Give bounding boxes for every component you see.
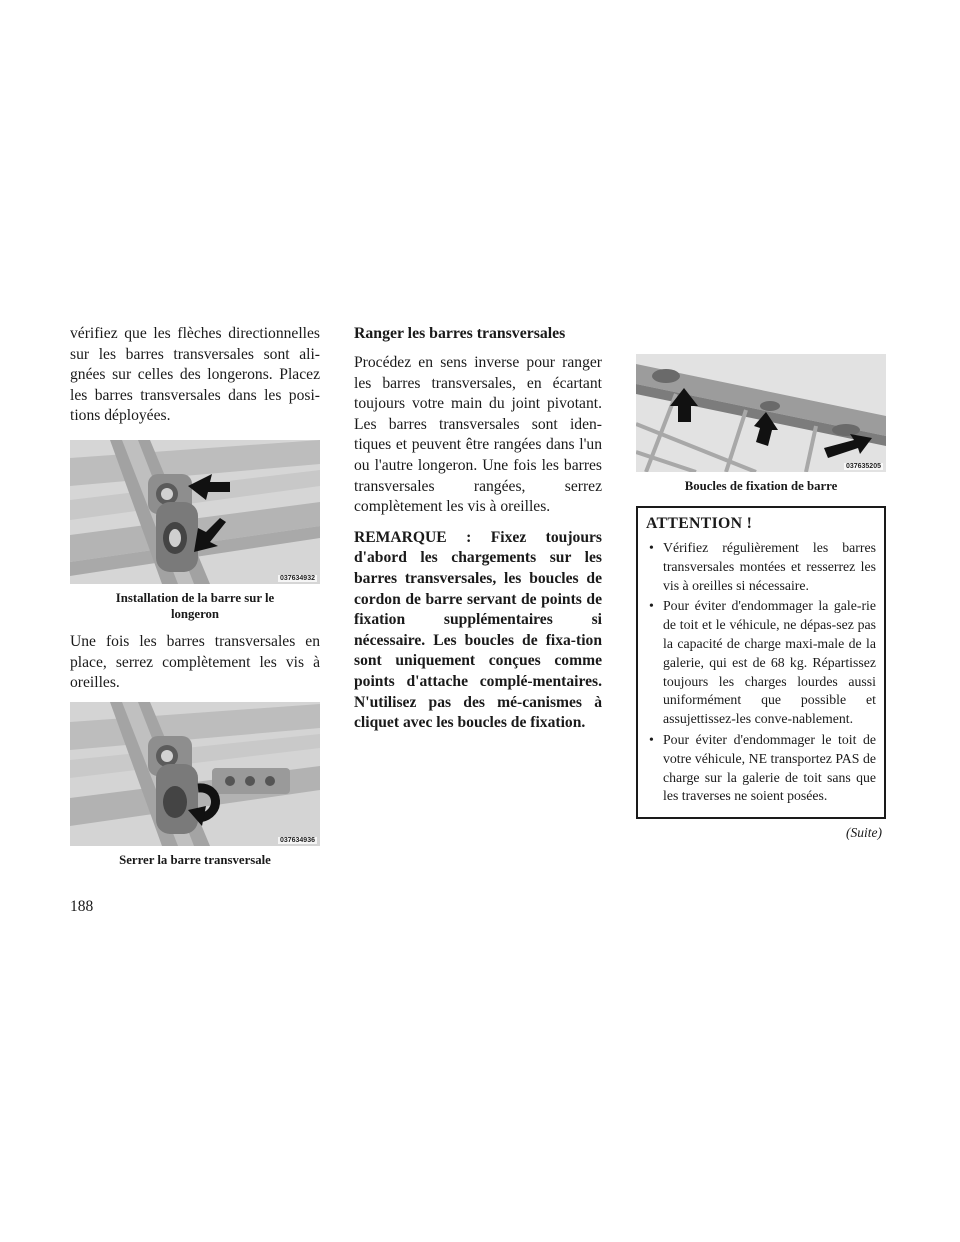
- paragraph-tighten-screws: Une fois les barres transversales en place, serrez complètement les vis à oreilles.: [70, 632, 320, 692]
- tighten-bar-illustration: [70, 702, 320, 846]
- figure-code: 037634932: [279, 574, 315, 582]
- figure-caption-installation: [70, 590, 320, 622]
- warning-item-text: Pour éviter d'endommager le toit de votre véhicule, NE transportez PAS de charge sur la galerie de toit sans que les traverses ne soient posées.: [663, 731, 876, 804]
- bullet-icon: •: [649, 598, 654, 614]
- warning-list: [646, 539, 876, 806]
- figure-bar-installation: [70, 440, 320, 584]
- warning-box: [636, 506, 886, 819]
- tie-down-loops-illustration: [636, 354, 886, 472]
- bullet-icon: •: [649, 540, 654, 555]
- caption-line: longeron: [170, 606, 220, 621]
- warning-item: [646, 597, 876, 729]
- warning-item-text: Vérifiez régulièrement les barres transversales montées et resserrez les vis à oreilles si nécessaire.: [663, 540, 876, 593]
- warning-item: [646, 539, 876, 595]
- bar-installation-illustration: [70, 440, 320, 584]
- figure-caption-tighten: Serrer la barre transversale: [119, 852, 271, 867]
- middle-column: [354, 324, 602, 734]
- bullet-icon: •: [649, 731, 654, 747]
- note-remarque: REMARQUE : Fixez toujours d'abord les chargements sur les barres transversales, les boucles de cordon de barre servant de points de fixation supplémentaires si nécessaire. Les boucles de fixa-tion sont uniquement conçues comme points d'attache complé-mentaires. N'utilisez pas des mé-canismes à cliquet avec les boucles de fixation.: [354, 528, 602, 732]
- figure-tighten-bar: [70, 702, 320, 846]
- warning-item: [646, 731, 876, 806]
- continued-label: (Suite): [846, 825, 882, 841]
- right-column: [636, 324, 886, 841]
- caption-line: Installation de la barre sur le: [115, 590, 275, 605]
- left-column: [70, 324, 320, 868]
- figure-caption-loops: Boucles de fixation de barre: [684, 479, 838, 493]
- page-number: 188: [70, 898, 94, 915]
- warning-title: ATTENTION !: [646, 515, 753, 532]
- figure-code: 037634936: [279, 836, 315, 844]
- figure-tie-down-loops: [636, 354, 886, 472]
- warning-item-text: Pour éviter d'endommager la gale-rie de toit et le véhicule, ne dépas-sez pas la capacité de charge maxi-male de la galerie, qui est de 68 kg. Répartissez toujours les charges lourdes aussi uniformément que possible et assujettissez-les conve-nablement.: [663, 598, 876, 727]
- paragraph-arrows-alignment: vérifiez que les flèches directionnelles sur les barres transversales sont ali-gnées sur celles des longerons. Placez les barres transversales dans les posi-tions déployées.: [70, 325, 320, 425]
- section-heading: Ranger les barres transversales: [354, 325, 566, 342]
- paragraph-store-bars: Procédez en sens inverse pour ranger les barres transversales, en écartant toujours votre main du joint pivotant. Les barres transversales sont iden-tiques et peuvent être rangées dans l'un ou l'autre longeron. Une fois les barres transversales rangées, serrez complètement les vis à oreilles.: [354, 354, 602, 516]
- figure-code: 037635205: [845, 463, 881, 470]
